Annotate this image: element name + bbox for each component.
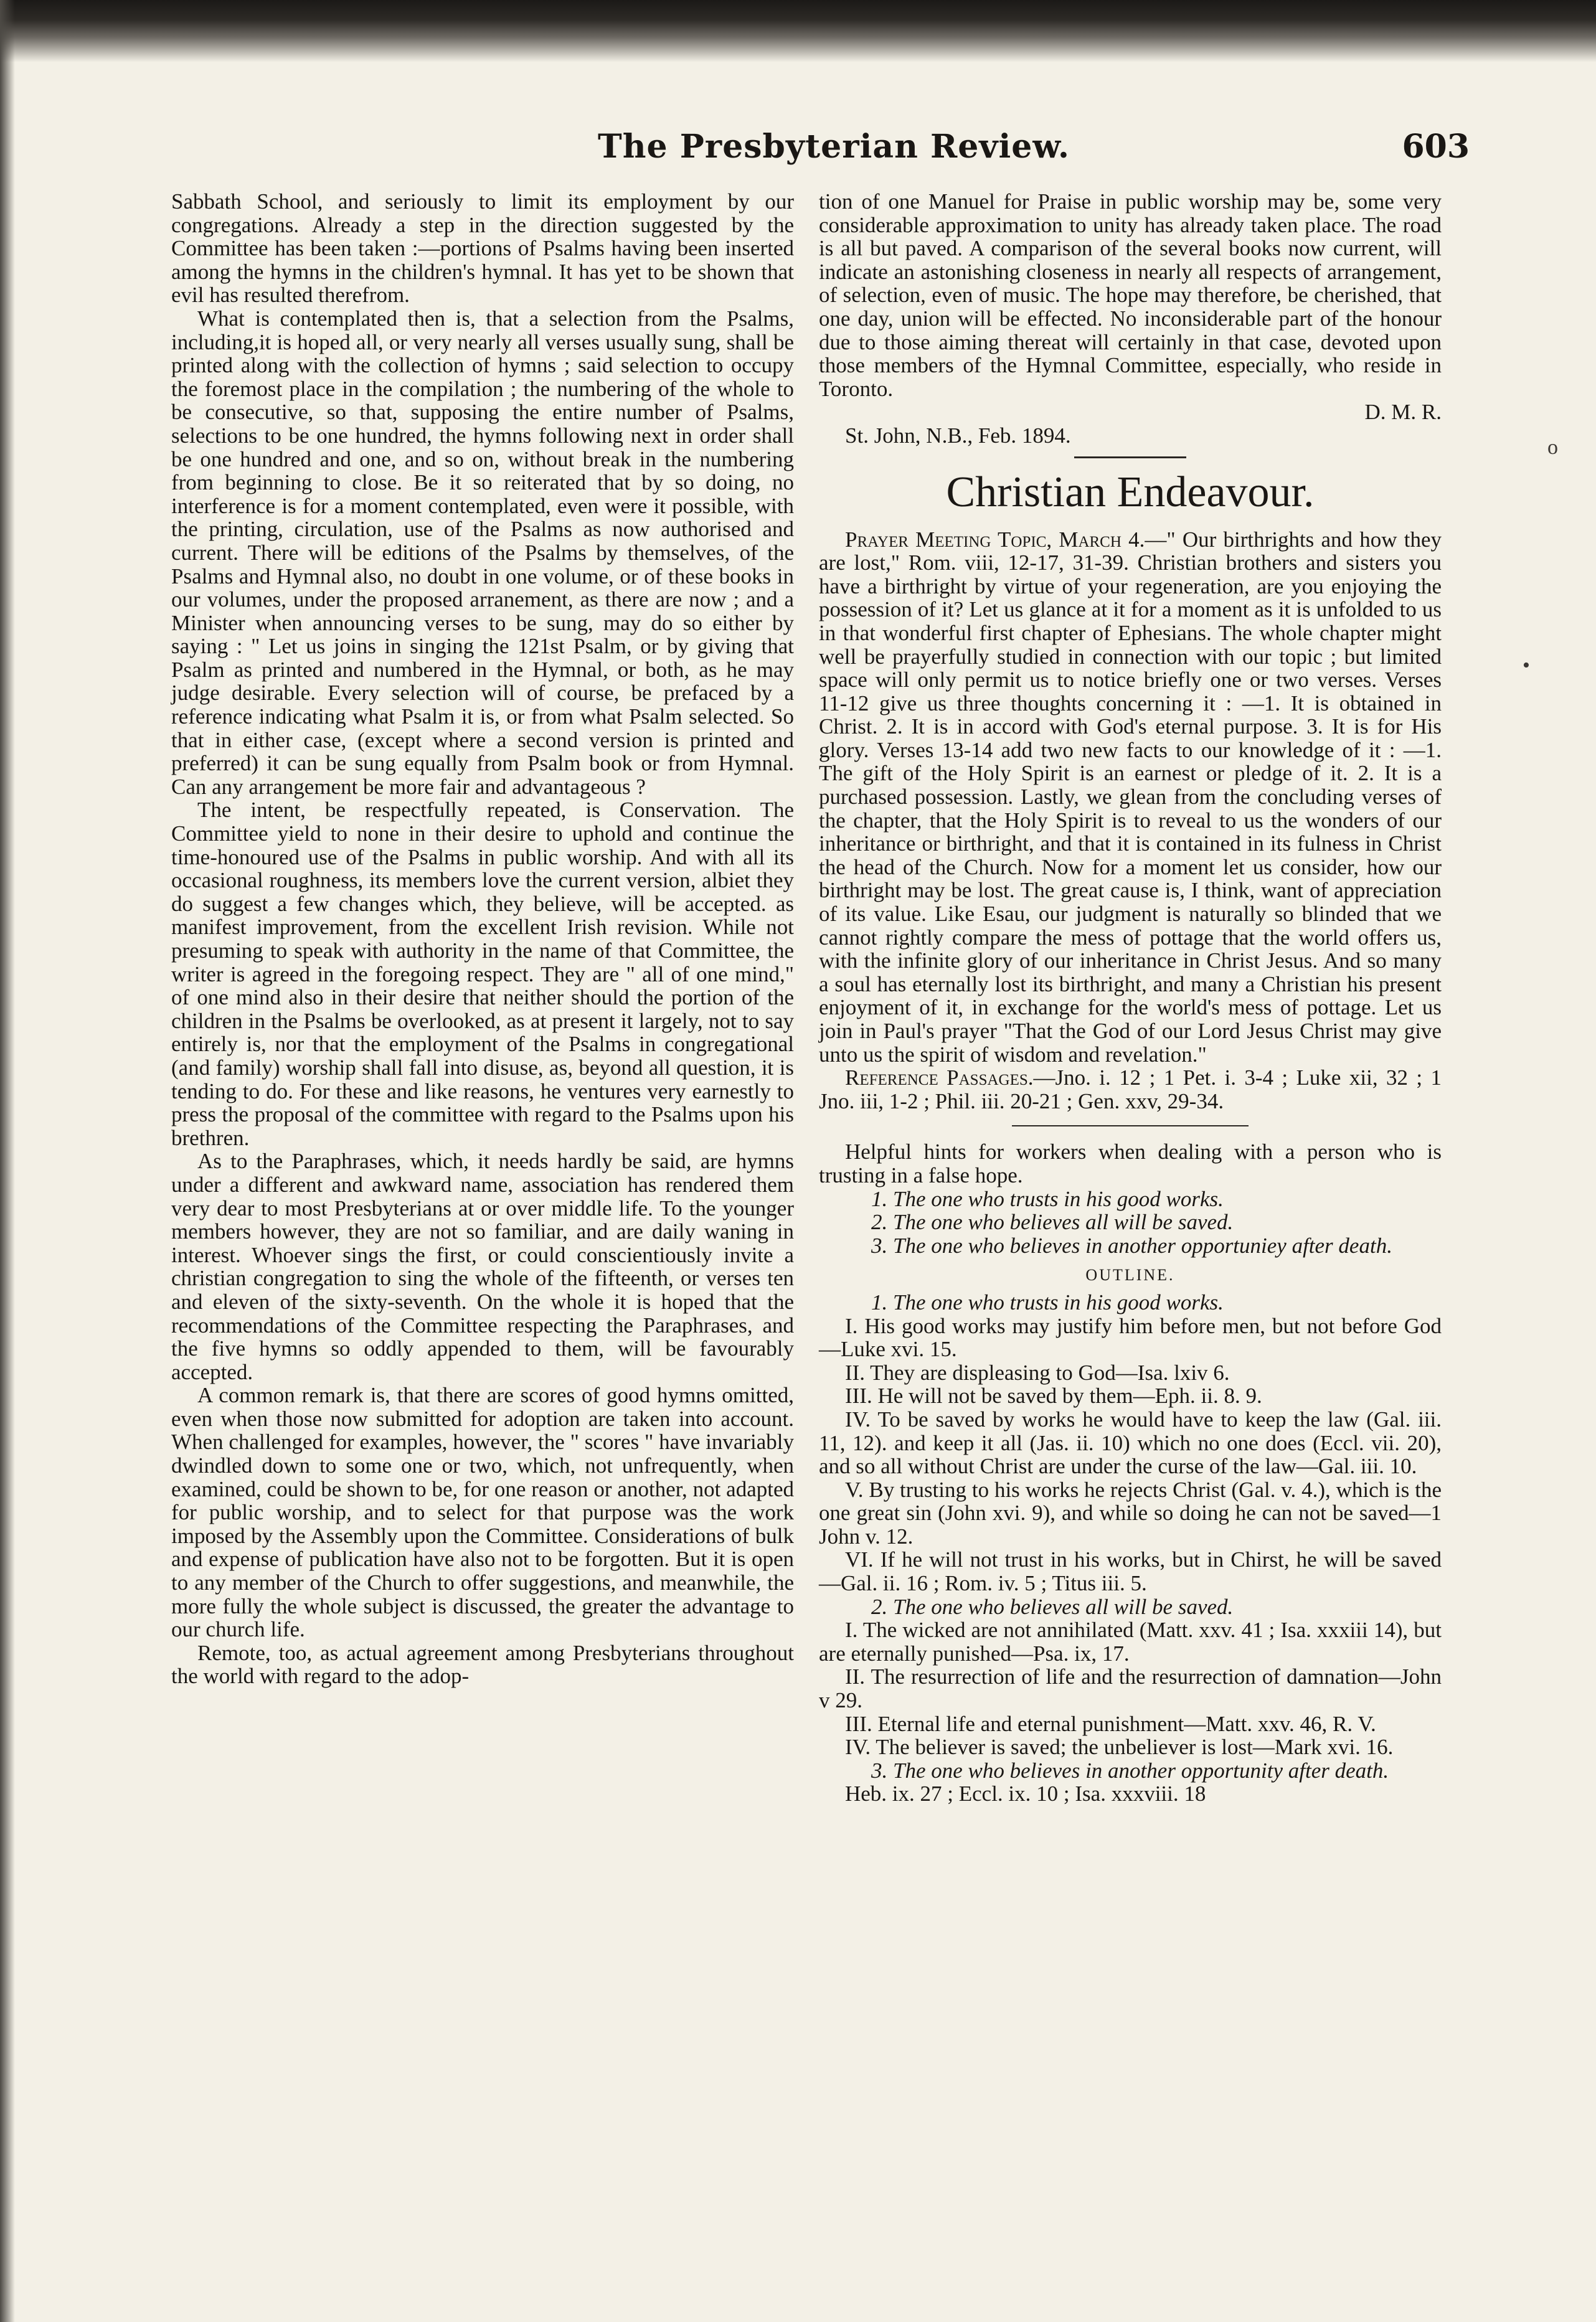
outline-item: 3. The one who believes in another opportunity after death. xyxy=(871,1758,1389,1783)
outline-item: I. His good works may justify him before men, but not before God—Luke xvi. 15. xyxy=(819,1313,1442,1362)
paragraph: The intent, be respectfully repeated, is Conservation. The Committee yield to none in their desire to uphold and continue the time-honoured use of the Psalms in public worship. And with all its occasional roughness, its members love the current version, albiet they do suggest a few changes which, they believe, will be accepted. as manifest improvement, from the excellent Irish revision. While not presuming to speak with authority in the name of that Committee, the writer is agreed in the foregoing respect. They are " all of one mind," of one mind also in their desire that neither should the portion of the children in the Psalms be overlooked, as at present it largely, not to say entirely is, nor that the employment of the Psalms in congregational (and family) worship shall fall into disuse, as, beyond all question, it is tending to do. For these and like reasons, he ventures very earnestly to press the proposal of the committee with regard to the Psalms upon his brethren. xyxy=(171,798,794,1150)
signature: D. M. R. xyxy=(1364,400,1442,425)
right-column xyxy=(819,190,1442,1806)
outline-item: III. He will not be saved by them—Eph. ii. 8. 9. xyxy=(845,1384,1262,1409)
paragraph: What is contemplated then is, that a selection from the Psalms, including,it is hoped all, or very nearly all verses usually sung, shall be printed along with the collection of hymns ; said selection to occupy the foremost place in the compilation ; the numbering of the whole to be consecutive, so that, supposing the entire number of Psalms, selections to be one hundred, the hymns following next in order shall be one hundred and one, and so on, without break in the numbering from beginning to close. Be it so reiterated that by so doing, no interference is for a moment contemplated, even were it possible, with the printing, circulation, use of the Psalms as now authorised and current. There will be editions of the Psalms by themselves, of the Psalms and Hymnal also, no doubt in one volume, or of these books in our volumes, under the proposed arranement, as there are now ; and a Minister when announcing verses to be sung, may do so either by saying : " Let us joins in singing the 121st Psalm, or by giving that Psalm as printed and numbered in the Hymnal, or both, as he may judge desirable. Every selection will of course, be prefaced by a reference indicating what Psalm it is, or from what Psalm selected. So that in either case, (except where a second version is printed and preferred) it can be sung equally from Psalm book or from Hymnal. Can any arrangement be more fair and advantageous ? xyxy=(171,306,794,799)
hint-item: 1. The one who trusts in his good works. xyxy=(871,1186,1224,1211)
references-label: Reference Passages. xyxy=(845,1065,1034,1090)
outline-item: II. They are displeasing to God—Isa. lxiv 6. xyxy=(845,1360,1230,1385)
paragraph: Remote, too, as actual agreement among Presbyterians throughout the world with regard to the adop- xyxy=(171,1640,794,1689)
outline-item: Heb. ix. 27 ; Eccl. ix. 10 ; Isa. xxxviii. 18 xyxy=(845,1782,1206,1806)
divider xyxy=(1012,1125,1249,1126)
topic-text: —" Our birthrights and how they are lost," Rom. viii, 12-17, 31-39. Christian brothers and sisters you have a birthright by virtue of your regeneration, are you enjoying the possession of it? Let us glance at it for a moment as it is unfolded to us in that wonderful first chapter of Ephesians. The whole chapter might well be prayerfully studied in connection with our topic ; but limited space will only permit us to notice briefly one or two verses. Verses 11-12 give us three thoughts concerning it : —1. It is obtained in Christ. 2. It is in accord with God's eternal purpose. 3. It is for His glory. Verses 13-14 add two new facts to our knowledge of it : —1. The gift of the Holy Spirit is an earnest or pledge of it. 2. It is a purchased possession. Lastly, we glean from the concluding verses of the chapter, that the Holy Spirit is to reveal to us the wonders of our inheritance or birthright, and that it is contained in its fulness in Christ the head of the Church. Now for a moment let us consider, how our birthright may be lost. The great cause is, I think, want of appreciation of its value. Like Esau, our judgment is naturally so blinded that we cannot rightly compare the mess of pottage that the world offers us, with the infinite glory of our inheritance in Christ Jesus. And so many a soul has eternally lost its birthright, and many a Christian his present enjoyment of it, in exchange for the world's mess of pottage. Let us join in Paul's prayer "That the God of our Lord Jesus Christ may give unto us the spirit of wisdom and revelation." xyxy=(819,527,1442,1067)
outline-item: 1. The one who trusts in his good works. xyxy=(871,1290,1224,1314)
topic-paragraph xyxy=(819,528,1442,1067)
paragraph: tion of one Manuel for Praise in public worship may be, some very considerable approximation to unity has already taken place. The road is all but paved. A comparison of the several books now current, will indicate an astonishing closeness in nearly all respects of arrangement, of selection, even of music. The hope may therefore, be cherished, that one day, union will be effected. No inconsiderable part of the honour due to those aiming thereat will certainly in that case, devoted upon those members of the Hymnal Committee, especially, who reside in Toronto. xyxy=(819,189,1442,401)
outline-item: I. The wicked are not annihilated (Matt. xxv. 41 ; Isa. xxxiii 14), but are eternally punished—Psa. ix, 17. xyxy=(819,1618,1442,1666)
paragraph: As to the Paraphrases, which, it needs hardly be said, are hymns under a different and awkward name, association has rendered them very dear to most Presbyterians at or over middle life. To the younger members however, they are not so familiar, and are daily waning in interest. Whoever sings the first, or could conscientiously invite a christian congregation to sing the whole of the fifteenth, or verses ten and eleven of the sixty-seventh. On the whole it is hoped that the recommendations of the Committee respecting the Paraphrases, and the five hymns so oddly appended to them, will be favourably accepted. xyxy=(171,1149,794,1384)
hint-item: 2. The one who believes all will be saved. xyxy=(871,1210,1234,1235)
left-column xyxy=(171,190,794,1688)
outline-item: III. Eternal life and eternal punishment—Matt. xxv. 46, R. V. xyxy=(845,1711,1376,1736)
margin-mark: • xyxy=(1523,654,1530,677)
page-header xyxy=(598,128,1494,171)
outline-item: VI. If he will not trust in his works, but in Chirst, he will be saved—Gal. ii. 16 ; Rom. iv. 5 ; Titus iii. 5. xyxy=(819,1547,1442,1596)
outline-heading: OUTLINE. xyxy=(1085,1266,1175,1285)
paragraph: Sabbath School, and seriously to limit its employment by our congregations. Already a step in the direction suggested by the Committee has been taken :—portions of Psalms having been inserted among the hymns in the children's hymnal. It has yet to be shown that evil has resulted therefrom. xyxy=(171,189,794,308)
section-title: Christian Endeavour. xyxy=(946,468,1315,516)
hint-item: 3. The one who believes in another opportuniey after death. xyxy=(871,1233,1392,1258)
scan-top-border xyxy=(0,0,1596,62)
topic-label: Prayer Meeting Topic, March 4. xyxy=(845,527,1145,552)
margin-mark: o xyxy=(1547,436,1558,459)
signature-line xyxy=(819,400,1442,424)
page-number: 603 xyxy=(1402,128,1470,166)
references-text: —Jno. i. 12 ; 1 Pet. i. 3-4 ; Luke xii, 32 ; 1 Jno. iii, 1-2 ; Phil. iii. 20-21 ; Gen. xxv, 29-34. xyxy=(819,1065,1442,1113)
paragraph: A common remark is, that there are scores of good hymns omitted, even when those now submitted for adoption are taken into account. When challenged for examples, however, the " scores " have invariably dwindled down to some one or two, which, not unfrequently, when examined, could be shown to be, for one reason or another, not adapted for public worship, and to select for that purpose was the work imposed by the Assembly upon the Committee. Considerations of bulk and expense of publication have also not to be forgotten. But it is open to any member of the Church to offer suggestions, and meanwhile, the more fully the whole subject is discussed, the greater the advantage to our church life. xyxy=(171,1383,794,1642)
divider xyxy=(1074,456,1186,458)
journal-title: The Presbyterian Review. xyxy=(598,128,1070,166)
outline-item: V. By trusting to his works he rejects Christ (Gal. v. 4.), which is the one great sin (John xvi. 9), and while so doing he can not be saved—1 John v. 12. xyxy=(819,1477,1442,1549)
outline-item: II. The resurrection of life and the resurrection of damnation—John v 29. xyxy=(819,1664,1442,1713)
outline-item: IV. To be saved by works he would have to keep the law (Gal. iii. 11, 12). and keep it all (Jas. ii. 10) which no one does (Eccl. vii. 20), and so all without Christ are under the curse of the law—Gal. iii. 10. xyxy=(819,1407,1442,1479)
outline-item: 2. The one who believes all will be saved. xyxy=(871,1594,1234,1619)
references-paragraph xyxy=(819,1066,1442,1113)
outline-item: IV. The believer is saved; the unbeliever is lost—Mark xvi. 16. xyxy=(845,1735,1394,1760)
outline-list xyxy=(819,1291,1442,1806)
scan-left-edge xyxy=(0,0,15,2322)
dateline: St. John, N.B., Feb. 1894. xyxy=(845,423,1071,448)
hints-intro: Helpful hints for workers when dealing with a person who is trusting in a false hope. xyxy=(819,1140,1442,1187)
